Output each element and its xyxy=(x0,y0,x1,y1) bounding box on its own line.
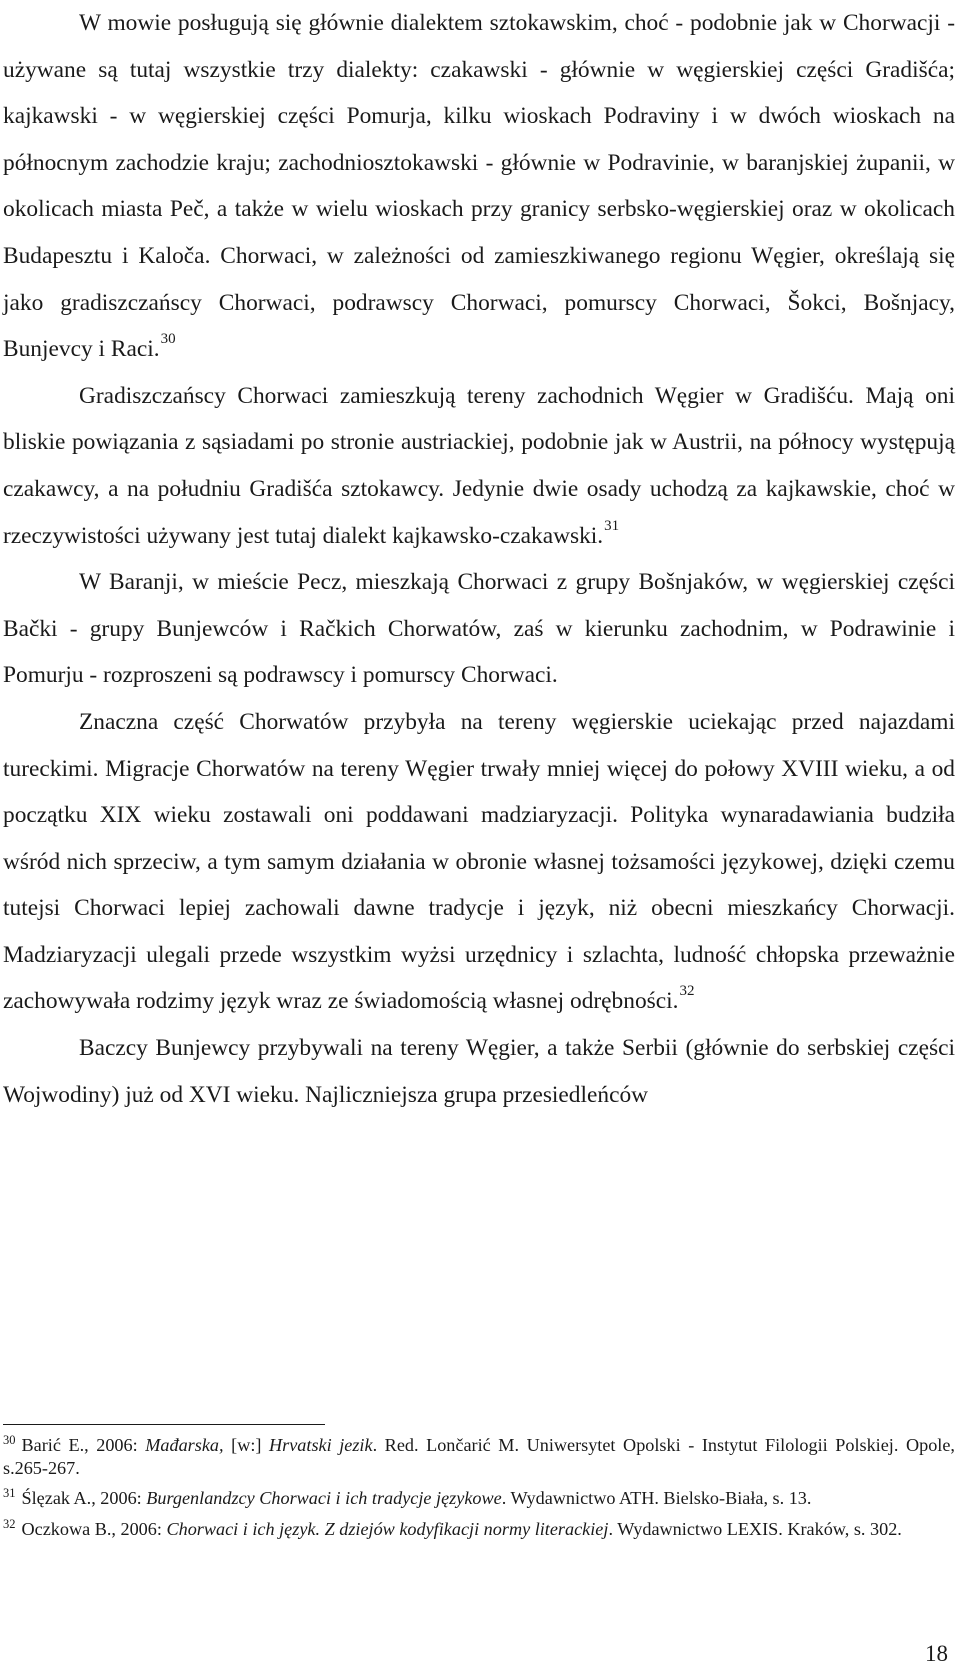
paragraph-5 xyxy=(3,1025,955,1118)
footnote-32 xyxy=(3,1518,955,1541)
footnote-30 xyxy=(3,1434,955,1479)
footnote-separator xyxy=(3,1424,325,1425)
footnote-text: Barić E., 2006: xyxy=(21,1435,146,1455)
paragraph-1-text: W mowie posługują się głównie dialektem sztokawskim, choć - podobnie jak w Chorwacji - używane są tutaj wszystkie trzy dialekty: czakawski - głównie w węgierskiej części Gradišća; kajkawski - w węgierskiej części Pomurja, kilku wioskach Podraviny i w dwóch wioskach na północnym zachodzie kraju; zachodniosztokawski - głównie w Podravinie, w baranjskiej żupanii, w okolicach miasta Peč, a także w wielu wioskach przy granicy serbsko-węgierskiej oraz w okolicach Budapesztu i Kaloča. Chorwaci, w zależności od zamieszkiwanego regionu Węgier, określają się jako gradiszczańscy Chorwaci, podrawscy Chorwaci, pomurscy Chorwaci, Šokci, Bošnjacy, Bunjevcy i Raci. xyxy=(3,10,955,363)
footnote-text: . Wydawnictwo ATH. Bielsko-Biała, s. 13. xyxy=(501,1488,812,1508)
page-number: 18 xyxy=(925,1641,948,1666)
footnote-number: 31 xyxy=(3,1486,16,1500)
paragraph-4-text: Znaczna część Chorwatów przybyła na tereny węgierskie uciekając przed najazdami tureckimi. Migracje Chorwatów na tereny Węgier trwały mniej więcej do połowy XVIII wieku, a od początku XIX wieku zostawali oni poddawani madziaryzacji. Polityka wynaradawiania budziła wśród nich sprzeciw, a tym samym działania w obronie własnej tożsamości językowej, dzięki czemu tutejsi Chorwaci lepiej zachowali dawne tradycje i język, niż obecni mieszkańcy Chorwacji. Madziaryzacji ulegali przede wszystkim wyżsi urzędnicy i szlachta, ludność chłopska przeważnie zachowywała rodzimy język wraz ze świadomością własnej odrębności. xyxy=(3,708,955,1015)
footnote-number: 30 xyxy=(3,1433,16,1447)
paragraph-2 xyxy=(3,373,955,559)
footnote-text: . Wydawnictwo LEXIS. Kraków, s. 302. xyxy=(608,1518,902,1539)
footnote-title: Burgenlandzcy Chorwaci i ich tradycje językowe xyxy=(146,1488,502,1508)
footnote-title: Mađarska, xyxy=(145,1435,224,1455)
paragraph-3-text: W Baranji, w mieście Pecz, mieszkają Chorwaci z grupy Bošnjaków, w węgierskiej części Bački - grupy Bunjewców i Račkich Chorwatów, zaś w kierunku zachodnim, w Podrawinie i Pomurju - rozproszeni są podrawscy i pomurscy Chorwaci. xyxy=(3,569,955,689)
footnote-title: Hrvatski jezik xyxy=(269,1435,373,1455)
footnote-text: Ślęzak A., 2006: xyxy=(21,1488,147,1508)
footnote-ref-31[interactable]: 31 xyxy=(604,517,620,534)
footnotes xyxy=(3,1434,955,1548)
footnote-number: 32 xyxy=(3,1516,16,1531)
footnote-31 xyxy=(3,1487,955,1510)
footnote-ref-30[interactable]: 30 xyxy=(160,331,176,348)
footnote-title: Chorwaci i ich język. Z dziejów kodyfikacji normy literackiej xyxy=(166,1518,609,1539)
footnote-text: . Red. Lončarić M. Uniwersytet Opolski - Instytut Filologii Polskiej. Opole, s.265-267. xyxy=(3,1435,955,1478)
body-text xyxy=(3,0,955,1118)
paragraph-3 xyxy=(3,559,955,699)
footnote-ref-32[interactable]: 32 xyxy=(679,983,695,1000)
paragraph-2-text: Gradiszczańscy Chorwaci zamieszkują tereny zachodnich Węgier w Gradišću. Mają oni bliskie powiązania z sąsiadami po stronie austriackiej, podobnie jak w Austrii, na północy występują czakawcy, a na południu Gradišća sztokawcy. Jedynie dwie osady uchodzą za kajkawskie, choć w rzeczywistości używany jest tutaj dialekt kajkawsko-czakawski. xyxy=(3,382,955,549)
footnote-text: [w:] xyxy=(223,1435,270,1455)
footnote-text: Oczkowa B., 2006: xyxy=(21,1518,167,1539)
paragraph-5-text: Baczcy Bunjewcy przybywali na tereny Węgier, a także Serbii (głównie do serbskiej części Wojwodiny) już od XVI wieku. Najliczniejsza grupa przesiedleńców xyxy=(3,1035,955,1108)
paragraph-1 xyxy=(3,0,955,373)
paragraph-4 xyxy=(3,699,955,1025)
